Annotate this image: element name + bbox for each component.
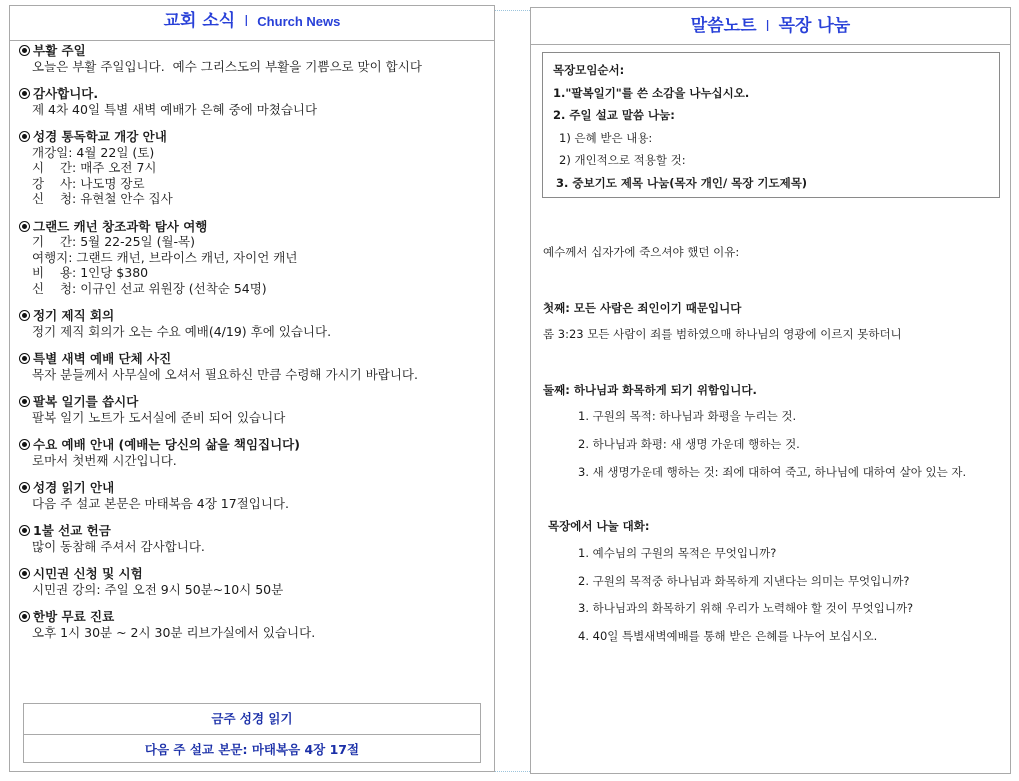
news-item — [19, 129, 488, 207]
news-item-line: 강 사: 나도명 장로 — [32, 175, 145, 191]
news-item — [19, 351, 488, 382]
header-separator: l — [765, 19, 770, 35]
top-divider — [494, 10, 530, 11]
news-item — [19, 219, 488, 297]
news-item — [19, 437, 488, 468]
news-list — [19, 43, 488, 652]
bullet-icon — [19, 45, 30, 56]
order-line: 2. 주일 설교 말씀 나눔: — [553, 108, 675, 122]
news-item-line: 제 4차 40일 특별 새벽 예배가 은혜 중에 마쳤습니다 — [32, 101, 318, 117]
bullet-icon — [19, 525, 30, 536]
sermon-note-header — [531, 8, 1010, 45]
meeting-order-heading: 목장모임순서: — [553, 63, 625, 77]
news-item-header — [19, 308, 488, 324]
news-item-header — [19, 437, 488, 453]
news-item-header — [19, 351, 488, 367]
news-item-title: 성경 읽기 안내 — [33, 480, 115, 495]
meeting-order-box — [542, 52, 1000, 198]
second-point: 1. 구원의 목적: 하나님과 화평을 누리는 것. — [578, 409, 797, 423]
bullet-icon — [19, 611, 30, 622]
news-item-title: 팔복 일기를 씁시다 — [33, 394, 139, 409]
bottom-divider — [494, 771, 530, 772]
news-item — [19, 480, 488, 511]
news-item-header — [19, 219, 488, 235]
order-line: 1) 은혜 받은 내용: — [559, 130, 653, 145]
news-item-header — [19, 609, 488, 625]
news-item-line: 오늘은 부활 주일입니다. 예수 그리스도의 부활을 기쁨으로 맞이 합시다 — [32, 58, 422, 74]
discussion-point: 4. 40일 특별새벽예배를 통해 받은 은혜를 나누어 보십시오. — [578, 629, 878, 643]
bullet-icon — [19, 88, 30, 99]
news-item-title: 특별 새벽 예배 단체 사진 — [33, 351, 172, 366]
news-item-line: 팔복 일기 노트가 도서실에 준비 되어 있습니다 — [32, 409, 286, 425]
second-reason-title: 둘째: 하나님과 화목하게 되기 위함입니다. — [543, 383, 757, 397]
order-line: 3. 중보기도 제목 나눔(목자 개인/ 목장 기도제목) — [556, 175, 808, 190]
news-item-title: 그랜드 캐넌 창조과학 탐사 여행 — [33, 218, 208, 234]
sermon-note-panel — [530, 7, 1011, 774]
sermon-note-title: 말씀노트 — [690, 16, 757, 36]
news-item-header — [19, 86, 488, 102]
discussion-point: 3. 하나님과의 화목하기 위해 우리가 노력해야 할 것이 무엇입니까? — [578, 601, 914, 615]
news-item-line: 목자 분들께서 사무실에 오셔서 필요하신 만큼 수령해 가시기 바랍니다. — [32, 366, 418, 382]
church-news-header — [10, 6, 494, 41]
discussion-point: 1. 예수님의 구원의 목적은 무엇입니까? — [578, 546, 777, 560]
news-item-title: 정기 제직 회의 — [33, 308, 115, 323]
sermon-intro: 예수께서 십자가에 죽으셔야 했던 이유: — [543, 245, 740, 259]
news-item — [19, 86, 488, 117]
news-item-line: 시 간: 매주 오전 7시 — [32, 160, 157, 175]
news-item-line: 시민권 강의: 주일 오전 9시 50분~10시 50분 — [32, 581, 284, 597]
news-item — [19, 523, 488, 554]
news-item — [19, 609, 488, 640]
news-item — [19, 308, 488, 339]
news-item-line: 많이 동참해 주셔서 감사합니다. — [32, 538, 205, 554]
news-item-header — [19, 480, 488, 496]
news-item-title: 부활 주일 — [33, 43, 86, 58]
header-separator: l — [244, 14, 249, 30]
second-point: 3. 새 생명가운데 행하는 것: 죄에 대하여 죽고, 하나님에 대하여 살아 있는 자. — [578, 465, 967, 479]
news-item-line: 신 청: 이규인 선교 위원장 (선착순 54명) — [32, 280, 267, 296]
news-item-line: 정기 제직 회의가 오는 수요 예배(4/19) 후에 있습니다. — [32, 323, 332, 339]
weekly-reading-label: 금주 성경 읽기 — [211, 711, 293, 726]
sermon-note-subtitle: 목장 나눔 — [778, 16, 851, 36]
news-item-title: 1불 선교 헌금 — [33, 523, 111, 538]
news-item-header — [19, 566, 488, 582]
discussion-point: 2. 구원의 목적중 하나님과 화목하게 지낸다는 의미는 무엇입니까? — [578, 574, 910, 588]
bible-reading-box — [23, 703, 481, 763]
bullet-icon — [19, 221, 30, 232]
church-news-title: 교회 소식 — [163, 11, 236, 31]
news-item-line: 비 용: 1인당 $380 — [32, 265, 149, 280]
church-news-subtitle: Church News — [257, 14, 341, 29]
bullet-icon — [19, 396, 30, 407]
news-item-title: 시민권 신청 및 시험 — [33, 566, 143, 581]
news-item-line: 개강일: 4월 22일 (토) — [32, 144, 155, 160]
first-reason-verse: 롬 3:23 모든 사람이 죄를 범하였으매 하나님의 영광에 이르지 못하더니 — [543, 327, 902, 341]
news-item-title: 수요 예배 안내 (예배는 당신의 삶을 책임집니다) — [33, 437, 300, 452]
news-item — [19, 394, 488, 425]
news-item — [19, 43, 488, 74]
news-item-line: 기 간: 5월 22-25일 (월-목) — [32, 234, 196, 249]
news-item-header — [19, 43, 488, 59]
bullet-icon — [19, 568, 30, 579]
bullet-icon — [19, 482, 30, 493]
next-sermon-text: 다음 주 설교 본문: 마태복음 4장 17절 — [24, 734, 480, 765]
bullet-icon — [19, 439, 30, 450]
order-line: 2) 개인적으로 적용할 것: — [559, 153, 686, 167]
news-item-title: 감사합니다. — [33, 86, 99, 101]
news-item-title: 성경 통독학교 개강 안내 — [33, 129, 167, 144]
bullet-icon — [19, 131, 30, 142]
news-item-header — [19, 129, 488, 145]
news-item-line: 로마서 첫번째 시간입니다. — [32, 452, 177, 468]
order-line: 1."팔복일기"를 쓴 소감을 나누십시오. — [553, 85, 750, 100]
discussion-title: 목장에서 나눌 대화: — [548, 519, 650, 533]
news-item — [19, 566, 488, 597]
news-item-line: 오후 1시 30분 ~ 2시 30분 리브가실에서 있습니다. — [32, 624, 316, 640]
news-item-line: 여행지: 그랜드 캐넌, 브라이스 캐넌, 자이언 캐넌 — [32, 249, 298, 265]
news-item-line: 다음 주 설교 본문은 마태복음 4장 17절입니다. — [32, 495, 289, 511]
first-reason-title: 첫째: 모든 사람은 죄인이기 때문입니다 — [543, 301, 742, 315]
bullet-icon — [19, 310, 30, 321]
bullet-icon — [19, 353, 30, 364]
second-point: 2. 하나님과 화평: 새 생명 가운데 행하는 것. — [578, 437, 800, 451]
news-item-title: 한방 무료 진료 — [33, 609, 115, 624]
church-news-panel — [9, 5, 495, 772]
news-item-header — [19, 394, 488, 410]
news-item-header — [19, 523, 488, 539]
news-item-line: 신 청: 유현철 안수 집사 — [32, 191, 173, 206]
